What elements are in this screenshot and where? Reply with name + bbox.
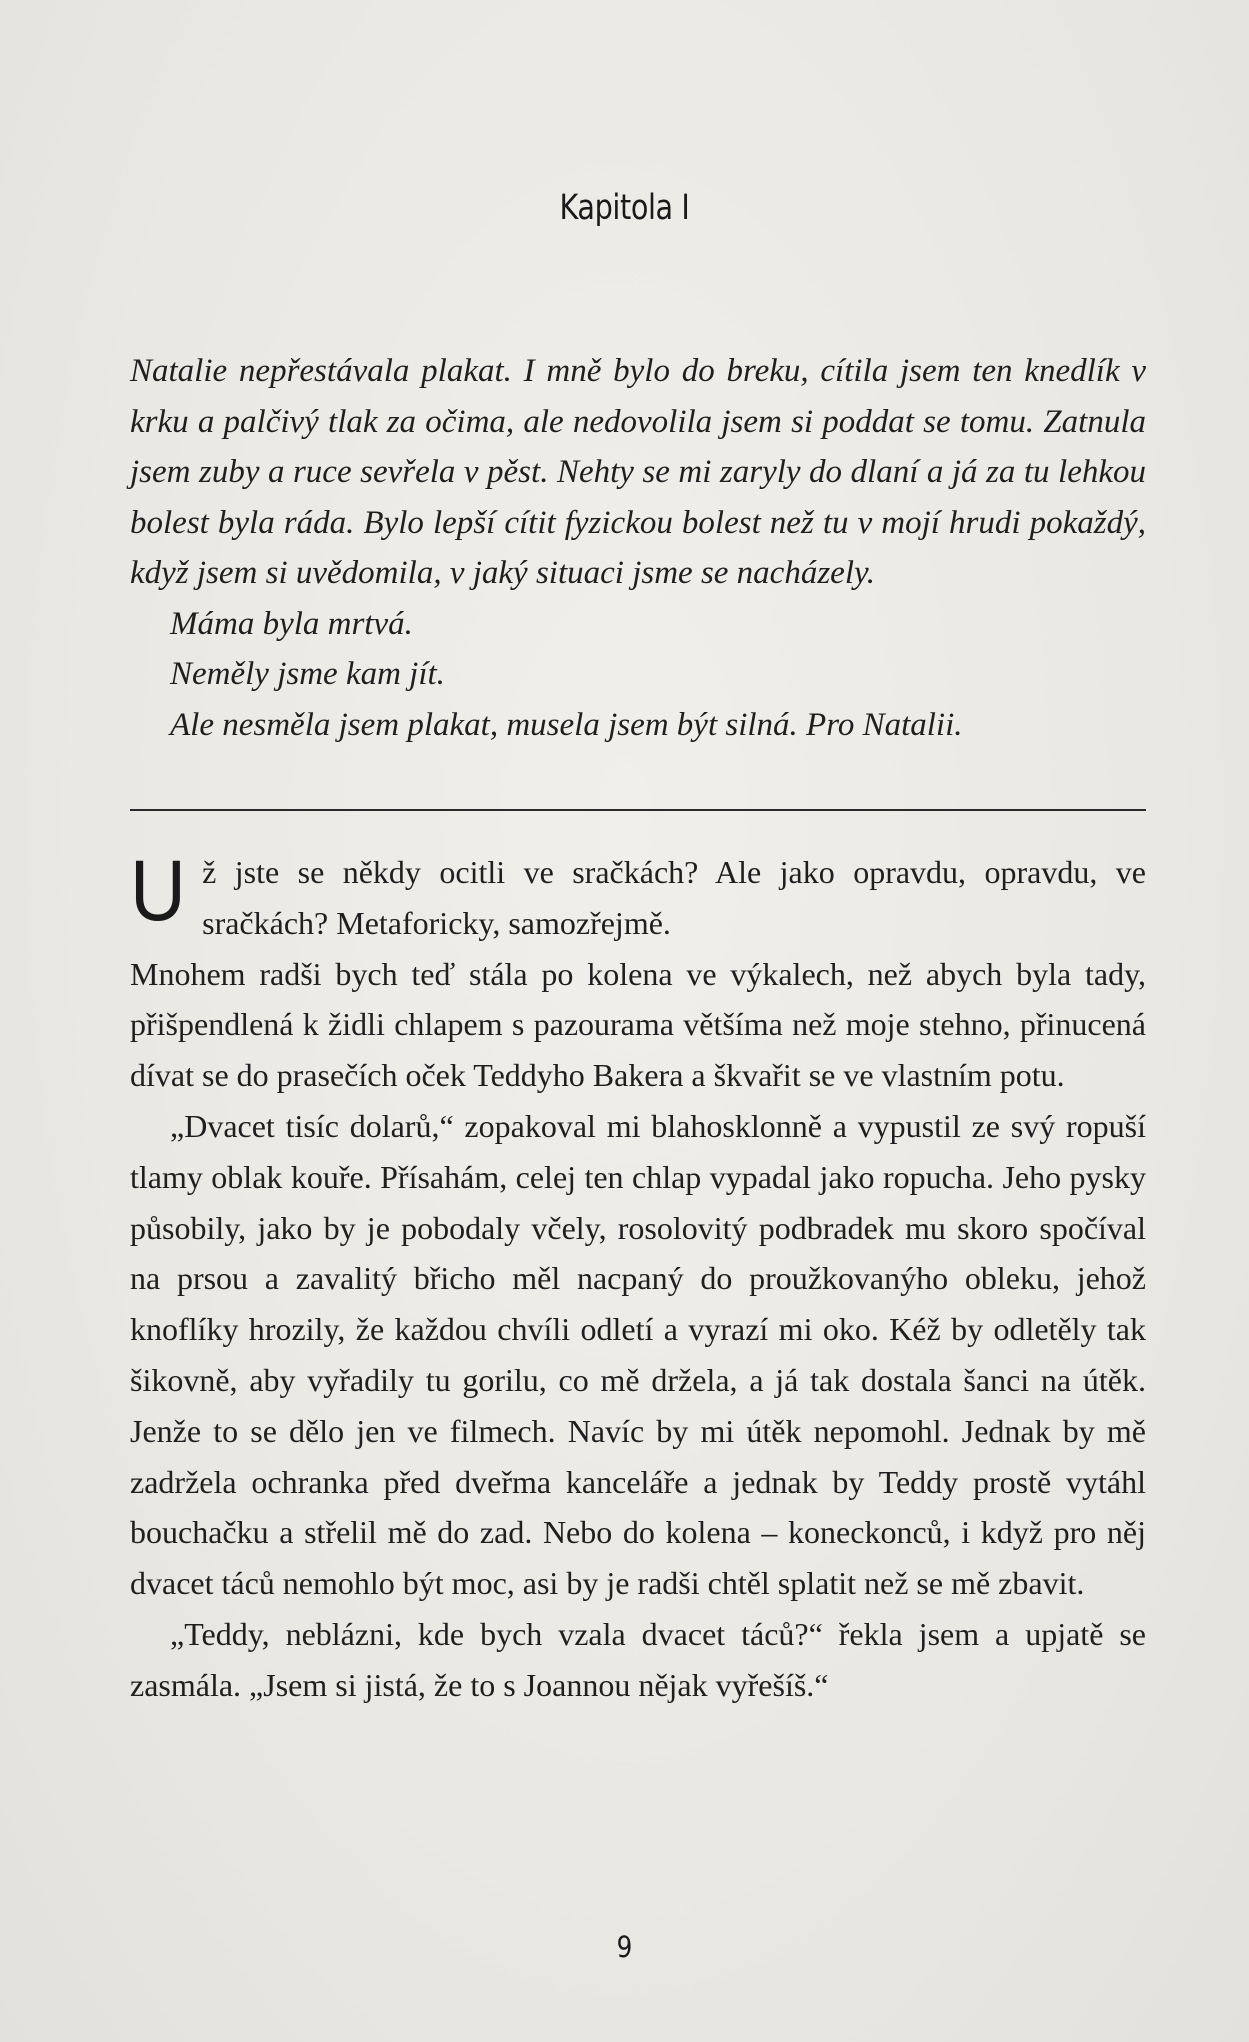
body-paragraph: Mnohem radši bych teď stála po kolena ve výkalech, než abych byla tady, přišpendlená k židli chlapem s pazourama většíma než moje stehno, přinucená dívat se do prasečích oček Teddyho Bakera a škvařit se ve vlastním potu. bbox=[130, 955, 1146, 1094]
body-paragraph: „Teddy, neblázni, kde bych vzala dvacet táců?“ řekla jsem a upjatě se zasmála. „Jsem si jistá, že to s Joannou nějak vyřešíš.“ bbox=[130, 1615, 1146, 1703]
chapter-title: Kapitola I bbox=[559, 188, 690, 228]
body-paragraph-first bbox=[130, 843, 1146, 949]
drop-cap: U bbox=[130, 843, 186, 939]
body-paragraph-text: ž jste se někdy ocitli ve sračkách? Ale jako opravdu, opravdu, ve sračkách? Metaforicky, samozřejmě. bbox=[202, 854, 1146, 941]
epigraph-line: Ale nesměla jsem plakat, musela jsem být silná. Pro Natalii. bbox=[170, 706, 963, 743]
section-divider bbox=[130, 809, 1146, 811]
page-number: 9 bbox=[616, 1930, 633, 1964]
epigraph bbox=[130, 346, 1146, 750]
epigraph-line: Máma byla mrtvá. bbox=[170, 605, 413, 642]
body-paragraph: „Dvacet tisíc dolarů,“ zopakoval mi blahosklonně a vypustil ze svý ropuší tlamy oblak kouře. Přísahám, celej ten chlap vypadal jako ropucha. Jeho pysky působily, jako by je pobodaly včely, rosolovitý podbradek mu skoro spočíval na prsou a zavalitý břicho měl nacpaný do proužkovanýho obleku, jehož knoflíky hrozily, že každou chvíli odletí a vyrazí mi oko. Kéž by odletěly tak šikovně, aby vyřadily tu gorilu, co mě držela, a já tak dostala šanci na útěk. Jenže to se dělo jen ve filmech. Navíc by mi útěk nepomohl. Jednak by mě zadržela ochranka před dveřma kanceláře a jednak by Teddy prostě vytáhl bouchačku a střelil mě do zad. Nebo do kolena – koneckonců, i když pro něj dvacet táců nemohlo být moc, asi by je radši chtěl splatit než se mě zbavit. bbox=[130, 1107, 1146, 1602]
chapter-body bbox=[130, 843, 1146, 1711]
epigraph-paragraph: Natalie nepřestávala plakat. I mně bylo do breku, cítila jsem ten knedlík v krku a palčivý tlak za očima, ale nedovolila jsem si poddat se tomu. Zatnula jsem zuby a ruce sevřela v pěst. Nehty se mi zaryly do dlaní a já za tu lehkou bolest byla ráda. Bylo lepší cítit fyzickou bolest než tu v mojí hrudi pokaždý, když jsem si uvědomila, v jaký situaci jsme se nacházely. bbox=[130, 353, 1146, 591]
epigraph-line: Neměly jsme kam jít. bbox=[170, 656, 445, 692]
